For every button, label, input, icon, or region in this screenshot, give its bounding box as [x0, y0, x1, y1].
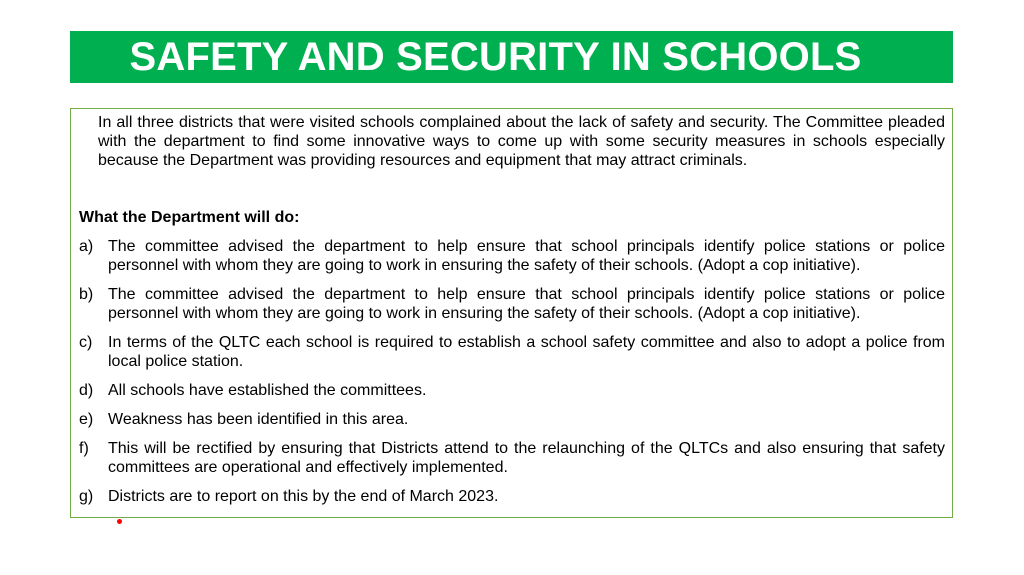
- content-box: [70, 108, 953, 518]
- list-item-text: The committee advised the department to help ensure that school principals identify police stations or police personnel with whom they are going to work in ensuring the safety of their schools. (Adopt a cop initiative).: [108, 286, 945, 322]
- list-item: [79, 439, 945, 477]
- list-item-text: All schools have established the committees.: [108, 382, 427, 399]
- list-marker: e): [79, 411, 94, 428]
- action-list: [79, 237, 945, 516]
- list-marker: d): [79, 382, 94, 399]
- section-heading: What the Department will do:: [79, 209, 300, 226]
- intro-paragraph: In all three districts that were visited schools complained about the lack of safety and security. The Committee pleaded with the department to find some innovative ways to come up with some security measures in schools especially because the Department was providing resources and equipment that may attract criminals.: [98, 114, 945, 169]
- list-marker: b): [79, 286, 94, 303]
- list-item: [79, 487, 945, 506]
- bullet-dot-icon: [117, 519, 122, 524]
- list-item: [79, 237, 945, 275]
- list-marker: a): [79, 238, 94, 255]
- list-marker: f): [79, 440, 89, 457]
- title-bar: [70, 31, 953, 83]
- list-item: [79, 285, 945, 323]
- list-marker: c): [79, 334, 93, 351]
- slide-title: SAFETY AND SECURITY IN SCHOOLS: [129, 34, 862, 79]
- list-item-text: Weakness has been identified in this area.: [108, 411, 409, 428]
- list-item-text: The committee advised the department to help ensure that school principals identify police stations or police personnel with whom they are going to work in ensuring the safety of their schools. (Adopt a cop initiative).: [108, 238, 945, 274]
- list-item-text: Districts are to report on this by the end of March 2023.: [108, 488, 499, 505]
- list-item: [79, 333, 945, 371]
- list-item: [79, 410, 945, 429]
- list-item-text: This will be rectified by ensuring that Districts attend to the relaunching of the QLTCs and also ensuring that safety committees are operational and effectively implemented.: [108, 440, 945, 476]
- list-item-text: In terms of the QLTC each school is required to establish a school safety committee and also to adopt a police from local police station.: [108, 334, 945, 370]
- list-marker: g): [79, 488, 94, 505]
- list-item: [79, 381, 945, 400]
